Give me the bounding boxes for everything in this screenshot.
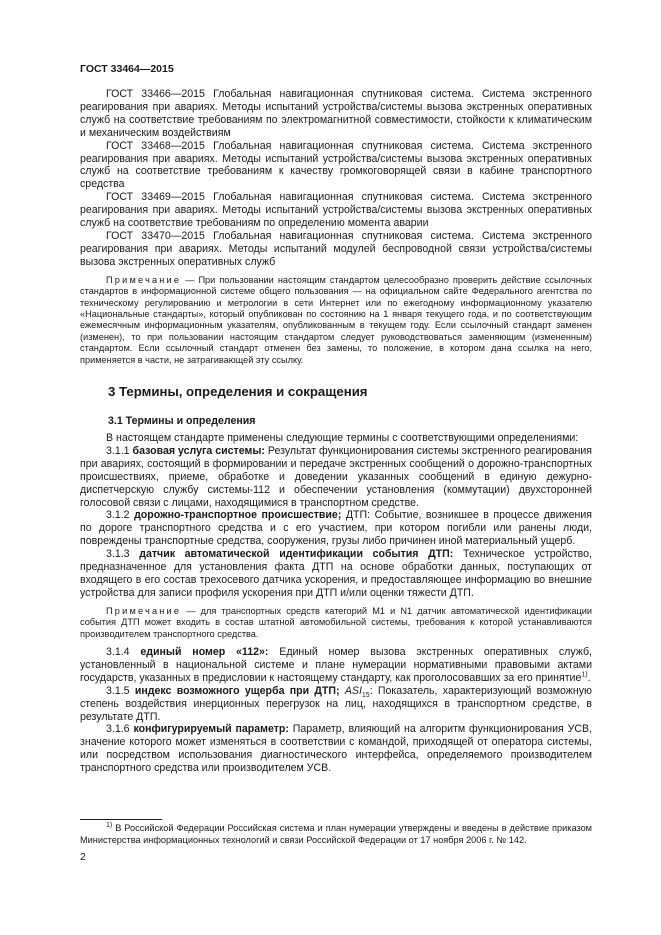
note-label: Примечание (106, 274, 182, 285)
term-name: конфигурируемый параметр: (133, 723, 289, 736)
term-3-1-3 (80, 548, 592, 600)
terms-intro: В настоящем стандарте применены следующие термины с соответствующими определениями: (106, 432, 579, 444)
note-text: — При пользовании настоящим стандартом целесообразно проверить действие ссылочных стандартов в информационной системе общего пользования — на официальном сайте Федерального агентства по техническому регулированию и метрологии в сети Интернет или по ежегодному информационному указателю «Национальные стандарты», который опубликован по состоянию на 1 января текущего года, и по соответствующим ежемесячным информационным указателям, опубликованным в текущем году. Если ссылочный стандарт заменен (изменен), то при пользовании настоящим стандартом следует руководствоваться заменяющим (измененным) стандартом. Если ссылочный стандарт отменен без замены, то положение, в котором дана ссылка на него, применяется в части, не затрагивающей эту ссылку. (80, 274, 592, 365)
footnote-ref: 1) (581, 671, 588, 679)
term-number: 3.1.5 (106, 684, 130, 697)
reference-33468: ГОСТ 33468—2015 Глобальная навигационная спутниковая система. Система экстренного реагирования при авариях. Методы испытаний устройства/системы вызова экстренных оперативных служб на соответствие требованиям к качеству громкоговорящей связи в кабине транспортного средства (80, 139, 592, 191)
term-3-1-1 (80, 445, 592, 510)
note-dtp-sensor (80, 606, 592, 640)
term-number: 3.1.3 (106, 548, 130, 561)
term-name: дорожно-транспортное происшествие; (134, 509, 342, 522)
footnote (80, 823, 592, 846)
term-abbreviation: ASI (344, 684, 362, 697)
reference-33469: ГОСТ 33469—2015 Глобальная навигационная спутниковая система. Система экстренного реагирования при авариях. Методы испытаний устройства/системы вызова экстренных оперативных служб на соответствие требованиям по определению момента аварии (80, 191, 592, 230)
term-name: единый номер «112»: (140, 646, 269, 658)
term-3-1-4 (80, 646, 592, 685)
footnote-separator (80, 819, 162, 820)
subsection-title: 3.1 Термины и определения (108, 415, 256, 427)
term-abbreviation-subscript: 15 (361, 691, 370, 699)
references-block (80, 88, 592, 366)
term-definition: Техническое устройство, предназначенное для установления факта ДТП на основе обработки данных, поступающих от входящего в его состав трехосевого датчика ускорения, и предоставляющее информацию во внешние устройства для записи профиля ускорения при ДТП и/или оценки тяжести ДТП. (80, 548, 592, 599)
reference-33470: ГОСТ 33470—2015 Глобальная навигационная спутниковая система. Система экстренного реагирования при авариях. Методы испытаний модулей беспроводной связи устройства/системы вызова экстренных оперативных служб (80, 229, 592, 268)
term-number: 3.1.1 (106, 444, 130, 457)
document-header: ГОСТ 33464—2015 (80, 63, 174, 75)
term-number: 3.1.2 (106, 509, 130, 522)
term-number: 3.1.4 (106, 646, 130, 658)
note-references (80, 275, 592, 366)
term-name: индекс возможного ущерба при ДТП; (134, 684, 340, 697)
term-number: 3.1.6 (106, 723, 130, 736)
term-end: . (587, 671, 591, 684)
reference-33466: ГОСТ 33466—2015 Глобальная навигационная спутниковая система. Система экстренного реагирования при авариях. Методы испытаний устройства/системы вызова экстренных оперативных служб на соответствие требованиям по электромагнитной совместимости, стойкости к климатическим и механическим воздействиям (80, 88, 592, 139)
note-label: Примечание (106, 605, 182, 616)
footnote-mark: 1) (106, 821, 113, 829)
page-number: 2 (80, 851, 86, 863)
term-name: базовая услуга системы: (132, 444, 265, 457)
terms-block (80, 432, 592, 775)
term-definition: Единый номер вызова экстренных оперативных служб, установленный в национальной системе и плане нумерации нормативными правовыми актами государств, указанных в предисловии к настоящему стандарту, как проголосовавших за его принятие (80, 646, 592, 684)
note-text: — для транспортных средств категорий М1 и N1 датчик автоматической идентификации события ДТП может входить в состав штатной автомобильной системы, требования к которой устанавливаются производителем транспортного средства. (80, 605, 592, 639)
term-definition: : Показатель, характеризующий возможную степень воздействия инерционных перегрузок на лиц, находящихся в транспортном средстве, в результате ДТП. (80, 684, 592, 723)
term-definition: Результат функционирования системы экстренного реагирования при авариях, состоящий в формировании и передаче экстренных сообщений о дорожно-транспортных происшествиях, приеме, обработке и доведении указанных сообщений в единую дежурно-диспетчерскую службу системы-112 и обеспечении установления (коммутации) двухсторонней голосовой связи с лицами, находящимися в транспортном средстве. (80, 444, 592, 509)
section-title: 3 Термины, определения и сокращения (108, 384, 368, 399)
term-definition: ДТП: Событие, возникшее в процессе движения по дороге транспортного средства и с его участием, при котором погибли или ранены люди, повреждены транспортные средства, сооружения, грузы либо причинен иной материальный ущерб. (80, 509, 592, 548)
footnote-text: В Российской Федерации Российская система и план нумерации утверждены и введены в действие приказом Министерства информационных технологий и связи Российской Федерации от 17 ноября 2006 г. № 142. (80, 823, 592, 845)
term-3-1-6 (80, 723, 592, 775)
term-definition: Параметр, влияющий на алгоритм функционирования УСВ, значение которого может изменяться в соответствии с командой, приходящей от оператора системы, или посредством использования диагностического интерфейса, определяемого производителем транспортного средства или производителем УСВ. (80, 723, 592, 775)
term-3-1-5 (80, 685, 592, 724)
term-name: датчик автоматической идентификации события ДТП: (139, 548, 454, 561)
term-3-1-2 (80, 509, 592, 548)
